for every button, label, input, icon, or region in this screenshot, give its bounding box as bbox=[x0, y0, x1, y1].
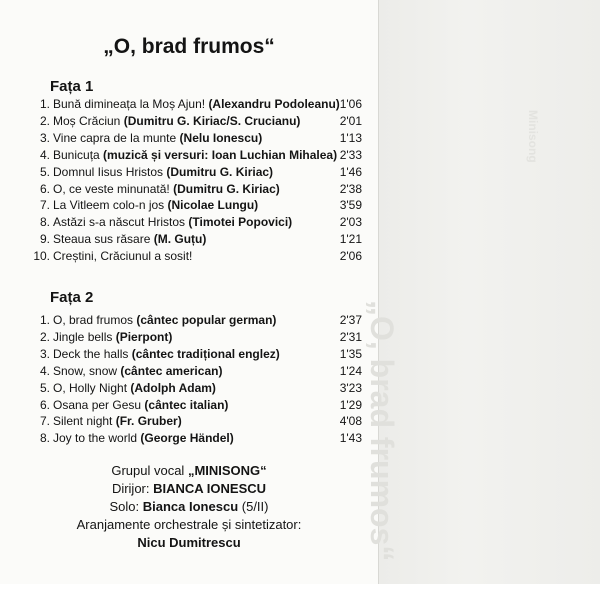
album-title: „O, brad frumos“ bbox=[103, 35, 275, 58]
group-name: „MINISONG“ bbox=[187, 463, 267, 478]
track-number: 5. bbox=[39, 380, 50, 395]
track-title: Moș Crăciun bbox=[53, 113, 121, 128]
track-title: La Vitleem colo-n jos bbox=[53, 198, 165, 213]
track-title: Jingle bells bbox=[53, 329, 113, 344]
group-prefix: Grupul vocal bbox=[111, 463, 185, 478]
track-duration: 3'59 bbox=[339, 198, 362, 213]
track-number: 1. bbox=[39, 313, 50, 327]
track-name bbox=[53, 363, 222, 380]
spine-label: Minisong bbox=[526, 110, 540, 163]
track-name bbox=[53, 380, 216, 397]
track-name bbox=[53, 113, 300, 130]
track-name bbox=[53, 214, 292, 231]
track-number: 9. bbox=[39, 232, 50, 247]
track-number: 6. bbox=[39, 181, 50, 196]
credits-solo bbox=[0, 498, 378, 516]
track-credit: (cântec italian) bbox=[144, 397, 229, 412]
track-credit: (Adolph Adam) bbox=[130, 380, 216, 395]
track-title: Bună dimineața la Moș Ajun! bbox=[53, 97, 206, 111]
track-row bbox=[28, 197, 362, 214]
track-duration: 1'24 bbox=[339, 363, 362, 378]
track-credit: (M. Guțu) bbox=[153, 232, 207, 247]
credits-arranger: Nicu Dumitrescu bbox=[137, 535, 241, 550]
track-row bbox=[28, 181, 362, 198]
track-name bbox=[53, 413, 182, 430]
track-row bbox=[28, 164, 362, 181]
track-name bbox=[53, 329, 172, 346]
track-credit: (Nelu Ionescu) bbox=[179, 130, 263, 145]
track-title: Osana per Gesu bbox=[53, 397, 142, 412]
track-duration: 1'06 bbox=[339, 97, 362, 111]
track-row bbox=[28, 248, 362, 265]
track-row bbox=[28, 346, 362, 363]
track-duration: 2'06 bbox=[339, 249, 362, 264]
credits-conductor bbox=[0, 480, 378, 498]
track-row bbox=[28, 413, 362, 430]
track-credit: (Nicolae Lungu) bbox=[167, 198, 259, 213]
track-name bbox=[53, 181, 280, 198]
track-title: Joy to the world bbox=[53, 431, 138, 446]
track-number: 4. bbox=[39, 363, 50, 378]
track-duration: 1'29 bbox=[339, 397, 362, 412]
track-duration: 1'13 bbox=[339, 130, 362, 145]
track-duration: 2'38 bbox=[339, 181, 362, 196]
track-title: O, Holly Night bbox=[53, 380, 128, 395]
track-duration: 1'43 bbox=[339, 431, 362, 446]
track-name bbox=[53, 397, 228, 414]
track-name bbox=[53, 164, 273, 181]
credits-block bbox=[0, 462, 378, 552]
track-duration: 1'35 bbox=[339, 346, 362, 361]
track-number: 7. bbox=[39, 198, 50, 213]
track-number: 3. bbox=[39, 346, 50, 361]
track-title: Snow, snow bbox=[53, 363, 118, 378]
track-title: O, brad frumos bbox=[53, 313, 134, 327]
track-number: 6. bbox=[39, 397, 50, 412]
track-number: 4. bbox=[39, 147, 50, 162]
track-row bbox=[28, 214, 362, 231]
track-credit: (muzică și versuri: Ioan Luchian Mihalea) bbox=[103, 147, 338, 162]
track-name bbox=[53, 231, 206, 248]
track-duration: 2'01 bbox=[339, 113, 362, 128]
conductor-prefix: Dirijor: bbox=[111, 481, 150, 496]
track-duration: 2'37 bbox=[339, 313, 362, 327]
track-title: Astăzi s-a născut Hristos bbox=[53, 215, 186, 230]
credits-arrangements: Aranjamente orchestrale și sintetizator: bbox=[76, 517, 302, 532]
track-credit: (Timotei Popovici) bbox=[188, 215, 293, 230]
track-title: O, ce veste minunată! bbox=[53, 181, 170, 196]
track-credit: (Fr. Gruber) bbox=[115, 414, 182, 429]
track-row bbox=[28, 312, 362, 329]
track-number: 1. bbox=[39, 97, 50, 111]
track-title: Deck the halls bbox=[53, 346, 129, 361]
track-title: Bunicuța bbox=[53, 147, 100, 162]
track-duration: 1'46 bbox=[339, 164, 362, 179]
track-title: Steaua sus răsare bbox=[53, 232, 151, 247]
track-number: 7. bbox=[39, 414, 50, 429]
conductor-name: BIANCA IONESCU bbox=[153, 481, 267, 496]
track-name bbox=[53, 197, 258, 214]
track-row bbox=[28, 380, 362, 397]
solo-suffix: (5/II) bbox=[241, 499, 269, 514]
track-credit: (cântec tradițional englez) bbox=[131, 346, 280, 361]
track-credit: (Pierpont) bbox=[115, 329, 173, 344]
credits-group bbox=[0, 462, 378, 480]
track-credit: (Alexandru Podoleanu) bbox=[208, 97, 340, 111]
track-row bbox=[28, 147, 362, 164]
cassette-spine bbox=[378, 0, 600, 584]
solo-name: Bianca Ionescu bbox=[142, 499, 239, 514]
track-credit: (Dumitru G. Kiriac) bbox=[173, 181, 280, 196]
solo-prefix: Solo: bbox=[109, 499, 140, 514]
track-name bbox=[53, 312, 276, 329]
track-number: 10. bbox=[33, 249, 50, 264]
track-title: Creștini, Crăciunul a sosit! bbox=[53, 249, 193, 264]
track-credit: (George Händel) bbox=[140, 431, 234, 446]
track-title: Domnul Iisus Hristos bbox=[53, 164, 164, 179]
track-name bbox=[53, 248, 192, 265]
spine-title: „O, brad frumos“ bbox=[364, 300, 400, 562]
track-duration: 4'08 bbox=[339, 414, 362, 429]
track-name bbox=[53, 147, 337, 164]
track-name bbox=[53, 130, 262, 147]
track-row bbox=[28, 113, 362, 130]
track-credit: (Dumitru G. Kiriac/S. Crucianu) bbox=[123, 113, 301, 128]
track-row bbox=[28, 397, 362, 414]
track-title: Vine capra de la munte bbox=[53, 130, 177, 145]
track-name bbox=[53, 430, 234, 447]
track-row bbox=[28, 96, 362, 113]
track-number: 2. bbox=[39, 113, 50, 128]
side2-label: Fața 2 bbox=[50, 289, 94, 306]
track-row bbox=[28, 231, 362, 248]
track-row bbox=[28, 329, 362, 346]
track-duration: 1'21 bbox=[339, 232, 362, 247]
track-row bbox=[28, 430, 362, 447]
track-number: 5. bbox=[39, 164, 50, 179]
track-number: 2. bbox=[39, 329, 50, 344]
side1-label: Fața 1 bbox=[50, 78, 94, 95]
track-credit: (cântec american) bbox=[120, 363, 223, 378]
track-credit: (Dumitru G. Kiriac) bbox=[166, 164, 274, 179]
track-duration: 2'31 bbox=[339, 329, 362, 344]
track-duration: 2'03 bbox=[339, 215, 362, 230]
track-number: 8. bbox=[39, 215, 50, 230]
track-name bbox=[53, 346, 280, 363]
track-title: Silent night bbox=[53, 414, 113, 429]
track-name bbox=[53, 96, 340, 113]
track-number: 8. bbox=[39, 431, 50, 446]
track-duration: 3'23 bbox=[339, 380, 362, 395]
track-row bbox=[28, 130, 362, 147]
track-row bbox=[28, 363, 362, 380]
track-credit: (cântec popular german) bbox=[136, 313, 277, 327]
track-duration: 2'33 bbox=[339, 147, 362, 162]
track-number: 3. bbox=[39, 130, 50, 145]
